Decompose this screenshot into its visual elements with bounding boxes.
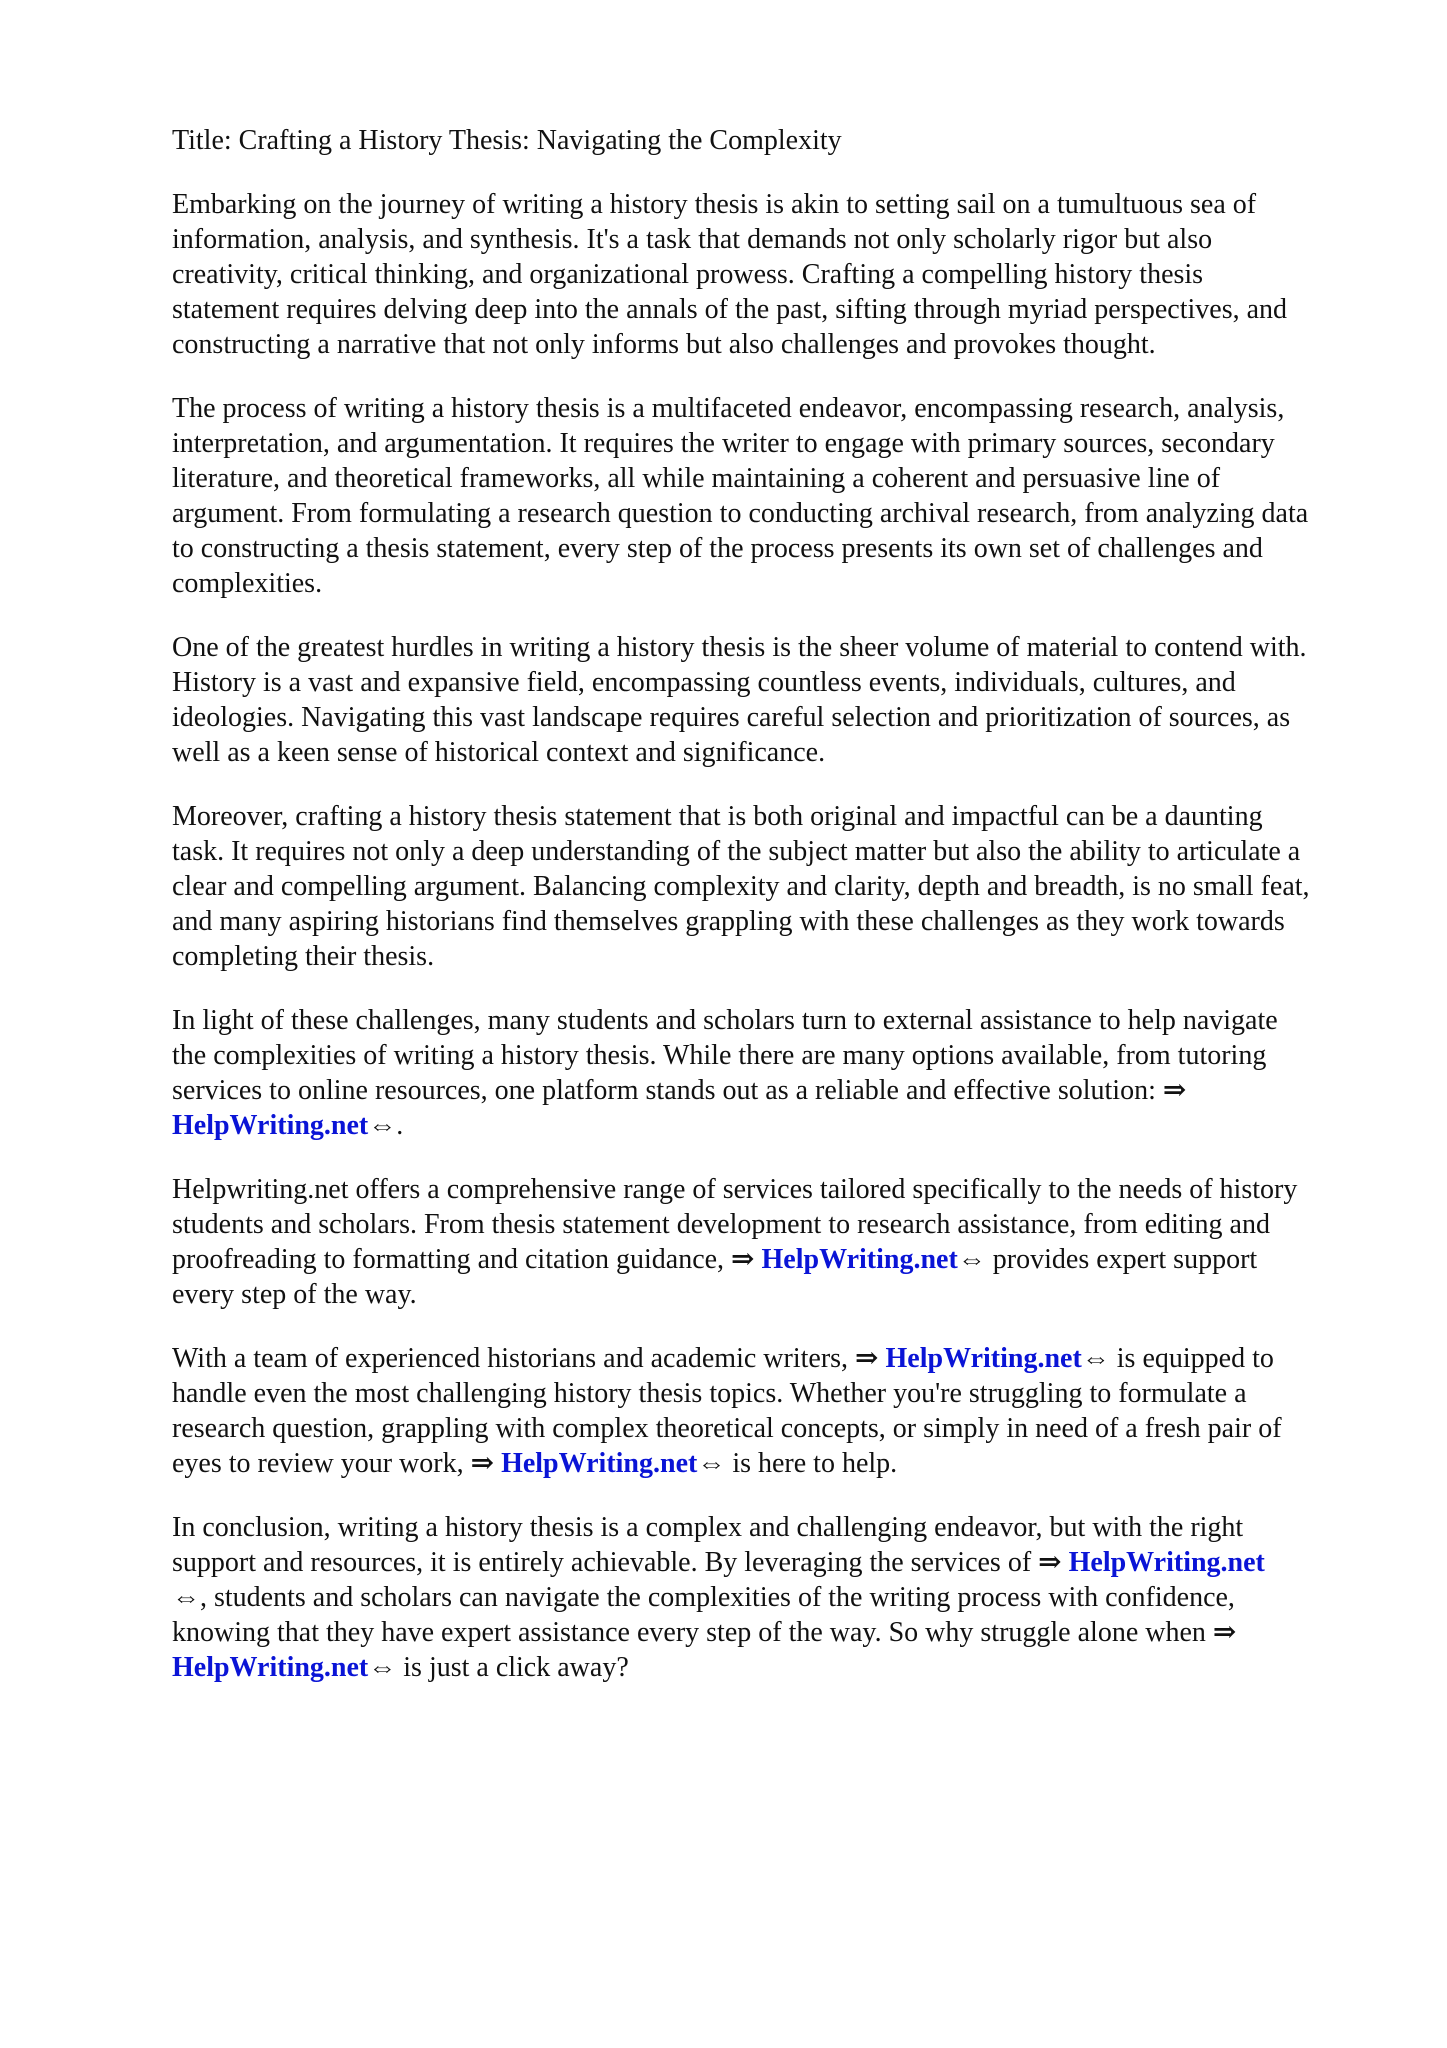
helpwriting-link[interactable]: HelpWriting.net <box>172 1652 369 1683</box>
arrow-right-icon: ⇒ <box>731 1244 755 1275</box>
arrow-both-icon: ⇔ <box>697 1448 726 1479</box>
arrow-right-icon: ⇒ <box>1162 1075 1187 1106</box>
helpwriting-link[interactable]: HelpWriting.net <box>761 1244 958 1275</box>
text: Helpwriting.net offers a comprehensive range of services tailored specifically to the needs of history students and scholars. From thesis statement development to research assistance, from editing and proofreading to formatting and citation guidance, <box>172 1174 1298 1275</box>
paragraph-1: Embarking on the journey of writing a history thesis is akin to setting sail on a tumultuous sea of information, analysis, and synthesis. It's a task that demands not only scholarly rigor but also creativity, critical thinking, and organizational prowess. Crafting a compelling history thesis statement requires delving deep into the annals of the past, sifting through myriad perspectives, and constructing a narrative that not only informs but also challenges and provokes thought. <box>172 189 1288 360</box>
paragraph-7 <box>172 1341 1310 1481</box>
document-page <box>172 123 1310 1714</box>
arrow-both-icon: ⇔ <box>957 1244 986 1275</box>
paragraph-8 <box>172 1510 1310 1685</box>
arrow-right-icon: ⇒ <box>855 1343 879 1374</box>
arrow-right-icon: ⇒ <box>470 1448 495 1479</box>
text: In conclusion, writing a history thesis is a complex and challenging endeavor, but with the right support and resources, it is entirely achievable. By leveraging the services of <box>172 1512 1244 1578</box>
paragraph-6 <box>172 1172 1310 1312</box>
text: , students and scholars can navigate the complexities of the writing process with confidence, knowing that they have expert assistance every step of the way. So why struggle alone when <box>172 1582 1235 1648</box>
paragraph-2: The process of writing a history thesis is a multifaceted endeavor, encompassing research, analysis, interpretation, and argumentation. It requires the writer to engage with primary sources, secondary literature, and theoretical frameworks, all while maintaining a coherent and persuasive line of argument. From formulating a research question to conducting archival research, from analyzing data to constructing a thesis statement, every step of the process presents its own set of challenges and complexities. <box>172 393 1309 599</box>
text: With a team of experienced historians and academic writers, <box>172 1343 856 1374</box>
document-title: Title: Crafting a History Thesis: Navigating the Complexity <box>172 125 842 156</box>
paragraph-5 <box>172 1003 1310 1143</box>
paragraph-4: Moreover, crafting a history thesis statement that is both original and impactful can be a daunting task. It requires not only a deep understanding of the subject matter but also the ability to articulate a clear and compelling argument. Balancing complexity and clarity, depth and breadth, is no small feat, and many aspiring historians find themselves grappling with these challenges as they work towards completing their thesis. <box>172 801 1310 972</box>
arrow-both-icon: ⇔ <box>1081 1343 1110 1374</box>
helpwriting-link[interactable]: HelpWriting.net <box>172 1110 369 1141</box>
arrow-both-icon: ⇔ <box>368 1652 397 1683</box>
text: provides expert support every step of the way. <box>172 1244 1258 1310</box>
text: In light of these challenges, many students and scholars turn to external assistance to help navigate the complexities of writing a history thesis. While there are many options available, from tutoring services to online resources, one platform stands out as a reliable and effective solution: <box>172 1005 1278 1106</box>
text: is equipped to handle even the most challenging history thesis topics. Whether you're struggling to formulate a research question, grappling with complex theoretical concepts, or simply in need of a fresh pair of eyes to review your work, <box>172 1343 1282 1479</box>
text: is here to help. <box>725 1448 898 1479</box>
text: . <box>396 1110 404 1141</box>
helpwriting-link[interactable]: HelpWriting.net <box>1068 1547 1265 1578</box>
helpwriting-link[interactable]: HelpWriting.net <box>885 1343 1082 1374</box>
arrow-both-icon: ⇔ <box>368 1110 397 1141</box>
text: is just a click away? <box>396 1652 629 1683</box>
arrow-right-icon: ⇒ <box>1038 1547 1062 1578</box>
arrow-both-icon: ⇔ <box>172 1582 200 1613</box>
helpwriting-link[interactable]: HelpWriting.net <box>501 1448 698 1479</box>
paragraph-3: One of the greatest hurdles in writing a history thesis is the sheer volume of material to contend with. History is a vast and expansive field, encompassing countless events, individuals, cultures, and ideologies. Navigating this vast landscape requires careful selection and prioritization of sources, as well as a keen sense of historical context and significance. <box>172 632 1307 768</box>
arrow-right-icon: ⇒ <box>1212 1617 1237 1648</box>
